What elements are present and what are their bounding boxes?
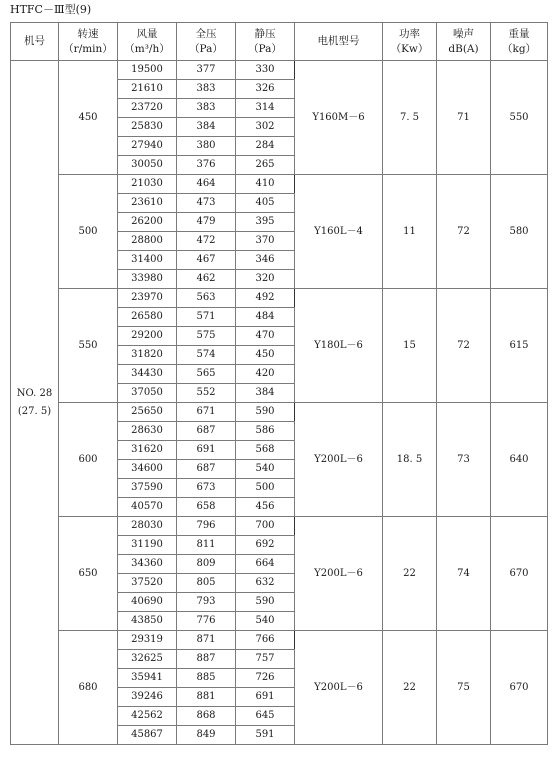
power-cell: 22 [383, 631, 437, 745]
motor-model-cell: Y200L－6 [295, 517, 383, 631]
static-pressure-cell: 766 [236, 631, 295, 650]
total-pressure-cell: 383 [177, 99, 236, 118]
airflow-cell: 23970 [118, 289, 177, 308]
static-pressure-cell: 590 [236, 403, 295, 422]
airflow-cell: 33980 [118, 270, 177, 289]
static-pressure-cell: 484 [236, 308, 295, 327]
speed-cell: 450 [59, 61, 118, 175]
motor-model-cell: Y200L－6 [295, 631, 383, 745]
airflow-cell: 37590 [118, 479, 177, 498]
airflow-cell: 32625 [118, 650, 177, 669]
fan-spec-table [10, 22, 548, 745]
airflow-cell: 31620 [118, 441, 177, 460]
static-pressure-cell: 700 [236, 517, 295, 536]
airflow-cell: 28800 [118, 232, 177, 251]
static-pressure-cell: 284 [236, 137, 295, 156]
table-row [11, 61, 548, 80]
static-pressure-cell: 450 [236, 346, 295, 365]
static-pressure-cell: 664 [236, 555, 295, 574]
total-pressure-cell: 376 [177, 156, 236, 175]
machine-no: NO. 28 [16, 387, 53, 399]
static-pressure-cell: 492 [236, 289, 295, 308]
header-label: 重量 [508, 27, 530, 40]
header-unit: （Pa） [248, 42, 282, 55]
noise-cell: 75 [437, 631, 491, 745]
total-pressure-cell: 809 [177, 555, 236, 574]
airflow-cell: 42562 [118, 707, 177, 726]
header-row [11, 23, 548, 61]
static-pressure-cell: 540 [236, 460, 295, 479]
header-label: 功率 [399, 27, 420, 40]
static-pressure-cell: 540 [236, 612, 295, 631]
static-pressure-cell: 645 [236, 707, 295, 726]
airflow-cell: 45867 [118, 726, 177, 745]
total-pressure-cell: 881 [177, 688, 236, 707]
weight-cell: 670 [491, 631, 548, 745]
total-pressure-cell: 658 [177, 498, 236, 517]
header-label: 噪声 [453, 27, 474, 40]
machine-no-cell [11, 61, 59, 745]
header-speed [59, 23, 118, 61]
speed-cell: 650 [59, 517, 118, 631]
table-row [11, 631, 548, 650]
airflow-cell: 37520 [118, 574, 177, 593]
table-header [11, 23, 548, 61]
airflow-cell: 40570 [118, 498, 177, 517]
power-cell: 11 [383, 175, 437, 289]
static-pressure-cell: 726 [236, 669, 295, 688]
static-pressure-cell: 405 [236, 194, 295, 213]
static-pressure-cell: 326 [236, 80, 295, 99]
total-pressure-cell: 671 [177, 403, 236, 422]
header-label: 全压 [195, 27, 217, 40]
header-unit: （Pa） [189, 42, 223, 55]
static-pressure-cell: 456 [236, 498, 295, 517]
noise-cell: 72 [437, 175, 491, 289]
header-motor-model [295, 23, 383, 61]
motor-model-cell: Y160M－6 [295, 61, 383, 175]
static-pressure-cell: 691 [236, 688, 295, 707]
table-row [11, 403, 548, 422]
noise-cell: 71 [437, 61, 491, 175]
static-pressure-cell: 500 [236, 479, 295, 498]
power-cell: 18. 5 [383, 403, 437, 517]
static-pressure-cell: 330 [236, 61, 295, 80]
airflow-cell: 43850 [118, 612, 177, 631]
airflow-cell: 31820 [118, 346, 177, 365]
power-cell: 15 [383, 289, 437, 403]
speed-cell: 550 [59, 289, 118, 403]
airflow-cell: 21030 [118, 175, 177, 194]
power-cell: 7. 5 [383, 61, 437, 175]
airflow-cell: 39246 [118, 688, 177, 707]
header-label: 风量 [136, 27, 158, 40]
airflow-cell: 26580 [118, 308, 177, 327]
airflow-cell: 30050 [118, 156, 177, 175]
header-label: 机号 [24, 35, 45, 47]
total-pressure-cell: 563 [177, 289, 236, 308]
total-pressure-cell: 380 [177, 137, 236, 156]
total-pressure-cell: 472 [177, 232, 236, 251]
total-pressure-cell: 849 [177, 726, 236, 745]
header-label: 电机型号 [317, 35, 360, 47]
airflow-cell: 31400 [118, 251, 177, 270]
static-pressure-cell: 586 [236, 422, 295, 441]
airflow-cell: 40690 [118, 593, 177, 612]
total-pressure-cell: 687 [177, 422, 236, 441]
airflow-cell: 34600 [118, 460, 177, 479]
total-pressure-cell: 673 [177, 479, 236, 498]
total-pressure-cell: 552 [177, 384, 236, 403]
machine-no-alt: (27. 5) [17, 405, 52, 417]
airflow-cell: 27940 [118, 137, 177, 156]
total-pressure-cell: 571 [177, 308, 236, 327]
static-pressure-cell: 757 [236, 650, 295, 669]
airflow-cell: 28630 [118, 422, 177, 441]
noise-cell: 72 [437, 289, 491, 403]
total-pressure-cell: 776 [177, 612, 236, 631]
header-unit: dB(A) [448, 42, 479, 55]
motor-model-cell: Y200L－6 [295, 403, 383, 517]
airflow-cell: 25650 [118, 403, 177, 422]
static-pressure-cell: 346 [236, 251, 295, 270]
speed-cell: 600 [59, 403, 118, 517]
static-pressure-cell: 470 [236, 327, 295, 346]
header-unit: （r/min） [63, 42, 113, 55]
total-pressure-cell: 793 [177, 593, 236, 612]
power-cell: 22 [383, 517, 437, 631]
header-machine-no [11, 23, 59, 61]
header-unit: （Kw） [390, 42, 429, 55]
airflow-cell: 25830 [118, 118, 177, 137]
header-label: 转速 [77, 27, 99, 40]
total-pressure-cell: 464 [177, 175, 236, 194]
total-pressure-cell: 462 [177, 270, 236, 289]
static-pressure-cell: 370 [236, 232, 295, 251]
static-pressure-cell: 302 [236, 118, 295, 137]
speed-cell: 680 [59, 631, 118, 745]
header-noise [437, 23, 491, 61]
noise-cell: 74 [437, 517, 491, 631]
airflow-cell: 29200 [118, 327, 177, 346]
header-total-pressure [177, 23, 236, 61]
total-pressure-cell: 811 [177, 536, 236, 555]
speed-cell: 500 [59, 175, 118, 289]
airflow-cell: 31190 [118, 536, 177, 555]
total-pressure-cell: 868 [177, 707, 236, 726]
table-row [11, 289, 548, 308]
weight-cell: 615 [491, 289, 548, 403]
weight-cell: 550 [491, 61, 548, 175]
header-unit: （m³/h） [124, 42, 170, 55]
total-pressure-cell: 871 [177, 631, 236, 650]
table-row [11, 517, 548, 536]
total-pressure-cell: 574 [177, 346, 236, 365]
total-pressure-cell: 565 [177, 365, 236, 384]
total-pressure-cell: 691 [177, 441, 236, 460]
static-pressure-cell: 314 [236, 99, 295, 118]
total-pressure-cell: 687 [177, 460, 236, 479]
total-pressure-cell: 384 [177, 118, 236, 137]
total-pressure-cell: 473 [177, 194, 236, 213]
airflow-cell: 19500 [118, 61, 177, 80]
total-pressure-cell: 887 [177, 650, 236, 669]
total-pressure-cell: 885 [177, 669, 236, 688]
airflow-cell: 29319 [118, 631, 177, 650]
header-static-pressure [236, 23, 295, 61]
static-pressure-cell: 591 [236, 726, 295, 745]
airflow-cell: 28030 [118, 517, 177, 536]
header-weight [491, 23, 548, 61]
static-pressure-cell: 590 [236, 593, 295, 612]
total-pressure-cell: 805 [177, 574, 236, 593]
airflow-cell: 34360 [118, 555, 177, 574]
static-pressure-cell: 265 [236, 156, 295, 175]
header-airflow [118, 23, 177, 61]
total-pressure-cell: 377 [177, 61, 236, 80]
static-pressure-cell: 692 [236, 536, 295, 555]
total-pressure-cell: 575 [177, 327, 236, 346]
airflow-cell: 35941 [118, 669, 177, 688]
static-pressure-cell: 410 [236, 175, 295, 194]
static-pressure-cell: 420 [236, 365, 295, 384]
header-unit: （kg） [501, 42, 537, 55]
static-pressure-cell: 320 [236, 270, 295, 289]
airflow-cell: 21610 [118, 80, 177, 99]
total-pressure-cell: 796 [177, 517, 236, 536]
header-label: 静压 [254, 27, 276, 40]
airflow-cell: 23610 [118, 194, 177, 213]
motor-model-cell: Y180L－6 [295, 289, 383, 403]
table-row [11, 175, 548, 194]
motor-model-cell: Y160L－4 [295, 175, 383, 289]
table-body [11, 61, 548, 745]
weight-cell: 640 [491, 403, 548, 517]
static-pressure-cell: 632 [236, 574, 295, 593]
total-pressure-cell: 479 [177, 213, 236, 232]
total-pressure-cell: 383 [177, 80, 236, 99]
static-pressure-cell: 568 [236, 441, 295, 460]
airflow-cell: 23720 [118, 99, 177, 118]
noise-cell: 73 [437, 403, 491, 517]
weight-cell: 670 [491, 517, 548, 631]
airflow-cell: 26200 [118, 213, 177, 232]
static-pressure-cell: 384 [236, 384, 295, 403]
static-pressure-cell: 395 [236, 213, 295, 232]
weight-cell: 580 [491, 175, 548, 289]
airflow-cell: 37050 [118, 384, 177, 403]
airflow-cell: 34430 [118, 365, 177, 384]
header-power [383, 23, 437, 61]
table-title: HTFC－Ⅲ型(9) [10, 3, 92, 16]
total-pressure-cell: 467 [177, 251, 236, 270]
